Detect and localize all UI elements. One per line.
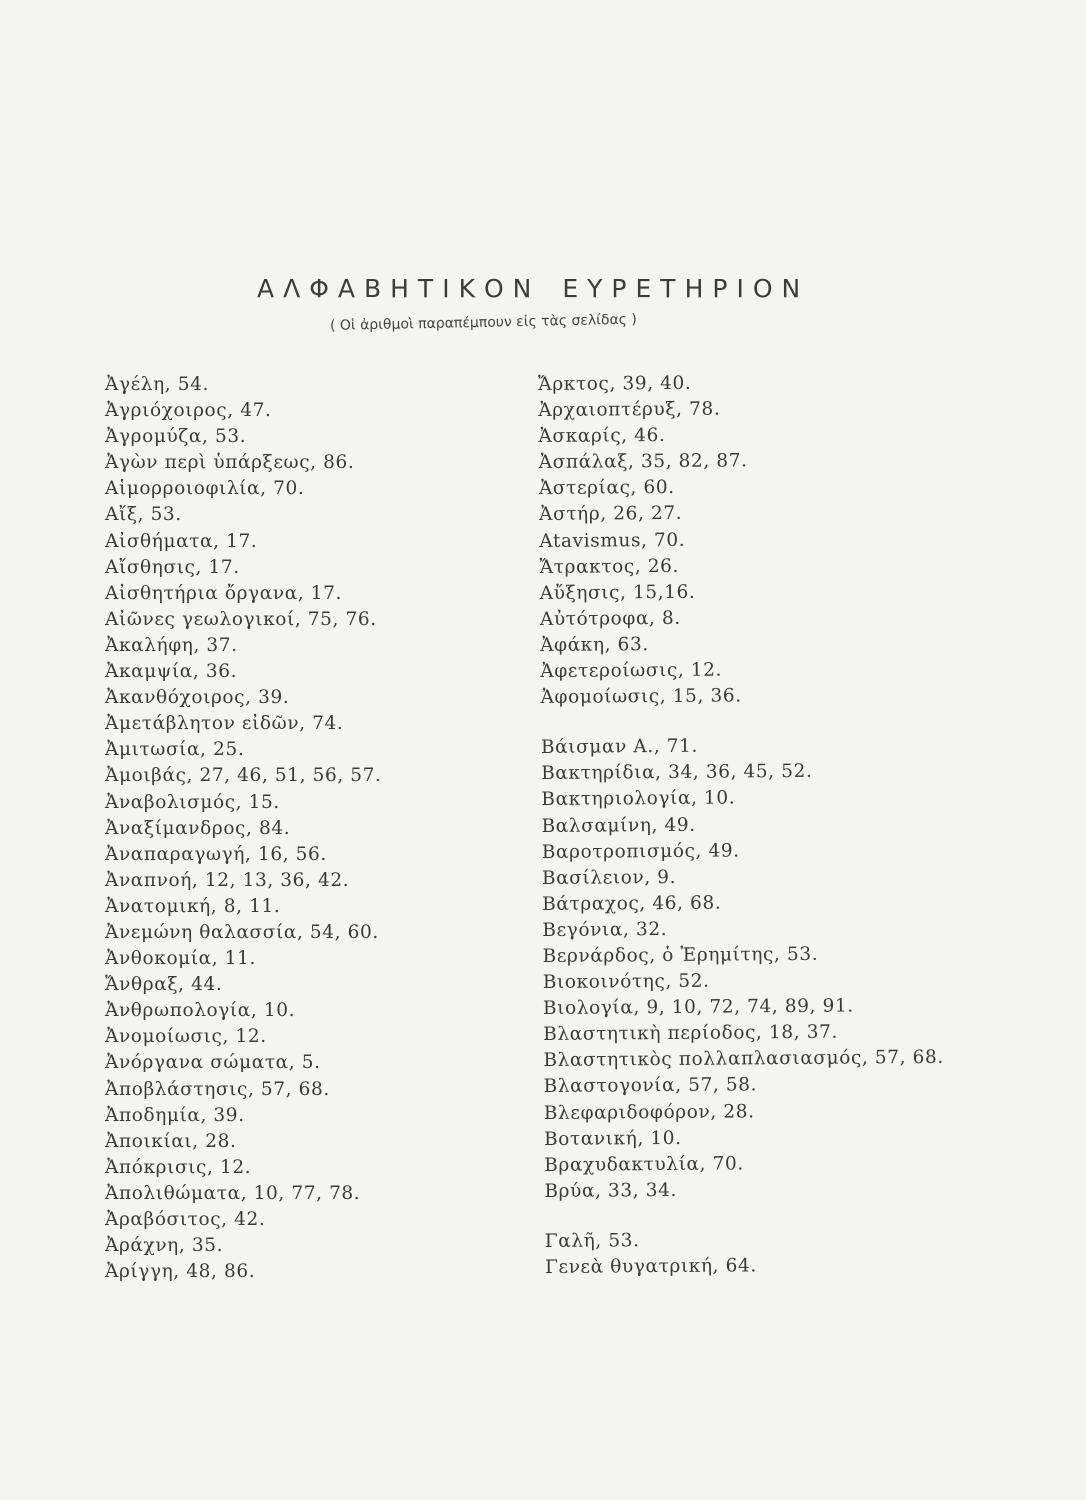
index-entry: Ἀποβλάστησις, 57, 68. [105, 1078, 330, 1100]
index-entry: Ἀσπάλαξ, 35, 82, 87. [538, 450, 748, 474]
index-entry: Αὐτότροφα, 8. [539, 607, 681, 630]
index-entry: Βερνάρδος, ὁ Ἐρημίτης, 53. [542, 943, 819, 967]
index-entry: Ἄρκτος, 39, 40. [538, 372, 692, 395]
index-entry: Ἀπολιθώματα, 10, 77, 78. [105, 1182, 361, 1204]
index-entry: Ἀφάκη, 63. [540, 634, 649, 656]
page-title [257, 274, 809, 303]
index-entry: Βλεφαριδοφόρον, 28. [543, 1100, 755, 1124]
index-entry: Ἀποικίαι, 28. [105, 1130, 237, 1152]
index-entry: Ἀνεμώνη θαλασσία, 54, 60. [105, 921, 379, 943]
index-column-right [538, 369, 985, 1282]
index-entry: Βαροτροπισμός, 49. [541, 840, 740, 863]
index-entry: Ἀνόργανα σώματα, 5. [105, 1052, 321, 1074]
index-entry: Ἀσκαρίς, 46. [538, 425, 666, 448]
index-entry: Ἀναβολισμός, 15. [105, 791, 280, 813]
section-spacer [545, 1201, 985, 1228]
index-entry: Ἀμετάβλητον εἰδῶν, 74. [105, 713, 344, 735]
index-entry: Ἀκανθόχοιρος, 39. [105, 687, 290, 709]
index-entry: Βιολογία, 9, 10, 72, 74, 89, 91. [542, 995, 854, 1020]
index-entry: Βαλσαμίνη, 49. [541, 814, 696, 837]
index-entry: Ἀγέλη, 54. [105, 374, 209, 395]
index-entry: Βρύα, 33, 34. [544, 1179, 678, 1202]
index-entry: Αἱμορροιοφιλία, 70. [105, 478, 305, 500]
index-entry: Ἀγὼν περὶ ὑπάρξεως, 86. [105, 452, 355, 474]
index-entry: Γαλῆ, 53. [544, 1230, 640, 1252]
index-entry: Ἀγριόχοιρος, 47. [105, 400, 272, 422]
index-entry: Βλαστητικὸς πολλαπλασιασμός, 57, 68. [543, 1047, 944, 1072]
index-entry: Ἀραβόσιτος, 42. [105, 1209, 266, 1230]
index-entry: Βακτηριολογία, 10. [541, 787, 736, 811]
index-entry: Atavismus, 70. [539, 529, 686, 552]
subtitle: ( Οἱ ἀριθμοὶ παραπέμπουν εἰς τὰς σελίδας ) [329, 311, 638, 334]
index-entry: Βάισμαν Α., 71. [540, 735, 699, 759]
index-entry: Ἀμιτωσία, 25. [105, 739, 245, 761]
index-entry: Αἰσθητήρια ὄργανα, 17. [105, 582, 342, 604]
title-word-2: ΕΥΡΕΤΗΡΙΟΝ [562, 274, 810, 303]
index-entry: Γενεὰ θυγατρική, 64. [544, 1255, 757, 1278]
index-entry: Βλαστητικὴ περίοδος, 18, 37. [543, 1021, 838, 1046]
index-column-left [105, 372, 525, 1285]
index-entry: Ἀγρομύζα, 53. [105, 426, 247, 448]
index-entry: Ἀναπαραγωγή, 16, 56. [105, 843, 327, 865]
index-entry: Βοτανική, 10. [543, 1127, 682, 1150]
index-entry: Ἀστήρ, 26, 27. [539, 503, 683, 526]
index-entry: Ἀμοιβάς, 27, 46, 51, 56, 57. [105, 765, 382, 787]
index-entry: Ἀνατομική, 8, 11. [105, 895, 281, 917]
index-entry: Ἀφετεροίωσις, 12. [540, 659, 723, 683]
index-entry: Ἀνθοκομία, 11. [105, 948, 256, 970]
index-entry: Βεγόνια, 32. [542, 918, 668, 941]
index-entry: Βλαστογονία, 57, 58. [543, 1074, 758, 1098]
index-entry: Αἰῶνες γεωλογικοί, 75, 76. [105, 608, 377, 630]
index-entry: Ἀπόκρισις, 12. [105, 1156, 252, 1178]
index-entry: Βακτηρίδια, 34, 36, 45, 52. [541, 761, 813, 785]
index-entry: Ἀνομοίωσις, 12. [105, 1026, 267, 1048]
index-entry: Ἀποδημία, 39. [105, 1104, 245, 1126]
index-entry: Ἀφομοίωσις, 15, 36. [540, 685, 742, 709]
index-entry: Βραχυδακτυλία, 70. [544, 1153, 744, 1176]
index-entry: Ἀρίγγη, 48, 86. [105, 1261, 256, 1283]
index-entry: Βάτραχος, 46, 68. [542, 892, 722, 915]
title-word-1: ΑΛΦΑΒΗΤΙΚΟΝ [257, 274, 541, 303]
index-entry: Αἰσθήματα, 17. [105, 530, 258, 552]
index-entry: Βιοκοινότης, 52. [542, 970, 710, 994]
index-entry: Ἀρχαιοπτέρυξ, 78. [538, 398, 721, 422]
index-entry: Ἄνθραξ, 44. [105, 974, 223, 996]
index-entry: Ἀναπνοή, 12, 13, 36, 42. [105, 869, 350, 891]
index-entry: Ἀναξίμανδρος, 84. [105, 817, 291, 839]
index-entry: Ἄτρακτος, 26. [539, 555, 680, 578]
index-entry: Ἀκαμψία, 36. [105, 661, 238, 683]
index-entry: Αἴξ, 53. [105, 504, 182, 526]
index-entry: Ἀνθρωπολογία, 10. [105, 1000, 296, 1022]
index-entry: Βασίλειον, 9. [541, 866, 677, 889]
index-entry: Ἀστερίας, 60. [538, 477, 675, 500]
index-entry: Αὔξησις, 15,16. [539, 581, 696, 604]
index-entry: Ἀκαλήφη, 37. [105, 634, 238, 656]
index-entry: Ἀράχνη, 35. [105, 1235, 224, 1257]
index-entry: Αἴσθησις, 17. [105, 556, 240, 578]
section-spacer [541, 708, 981, 735]
